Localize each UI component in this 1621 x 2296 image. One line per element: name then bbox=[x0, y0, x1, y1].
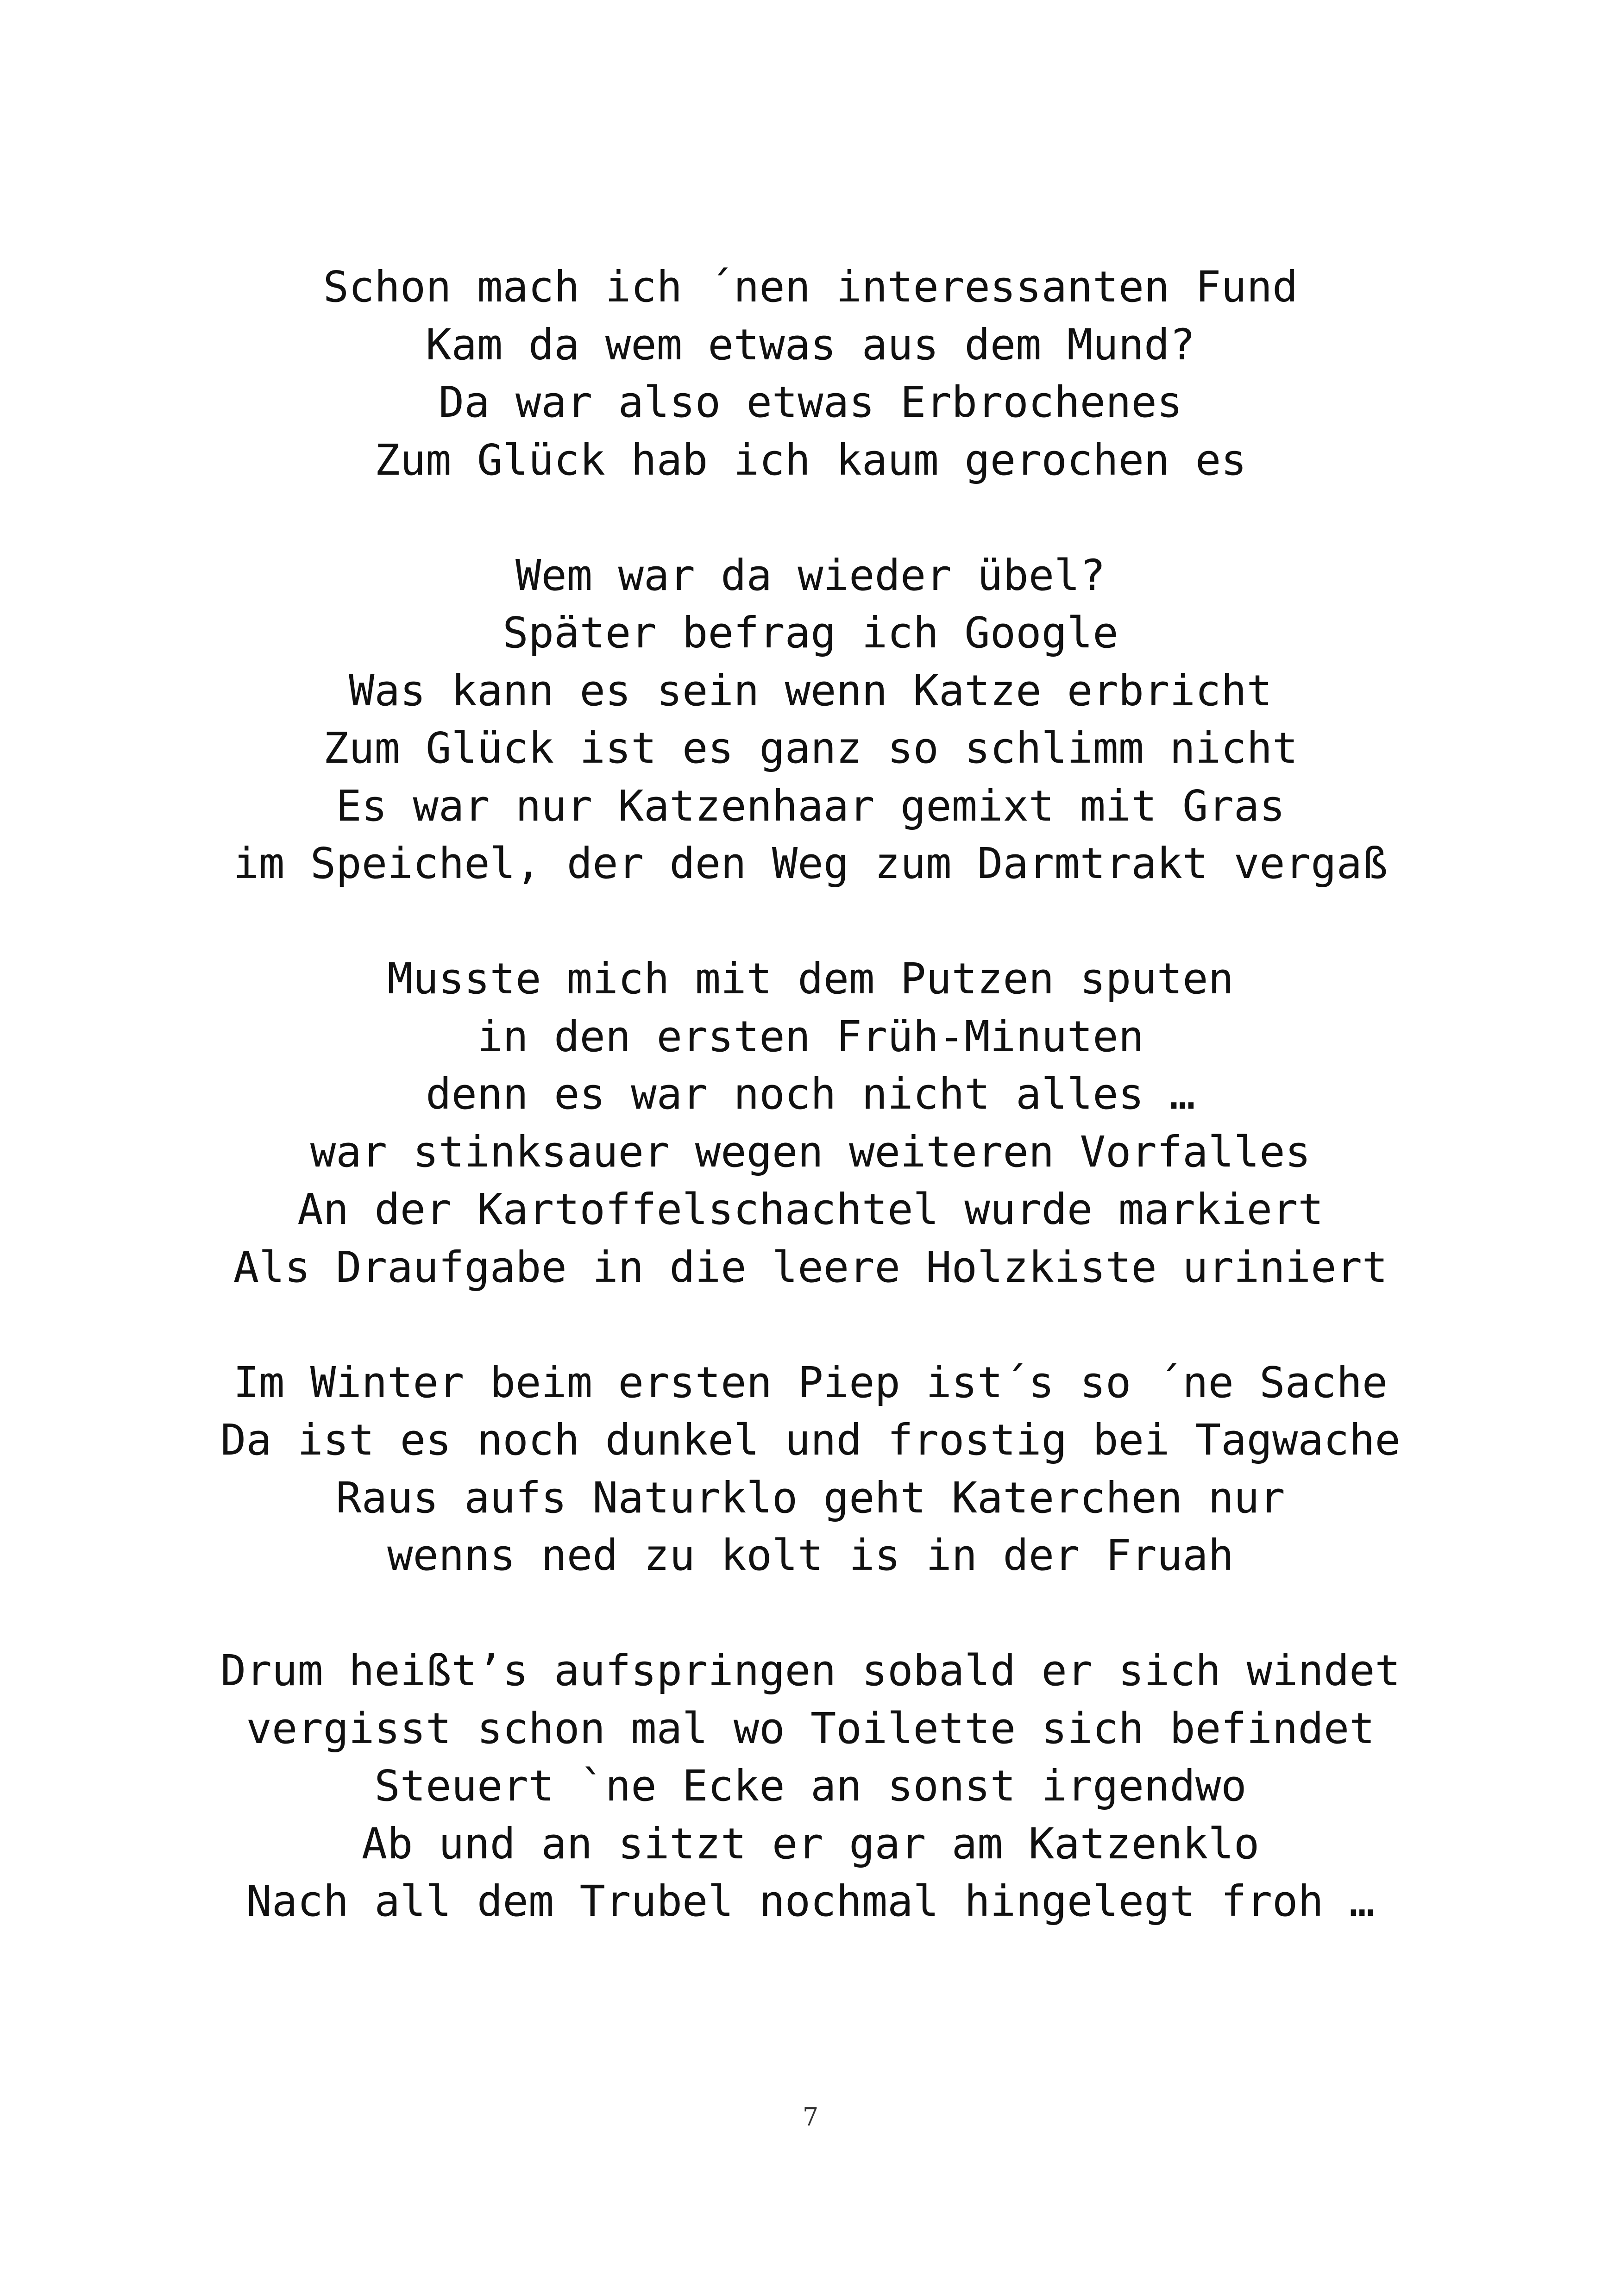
poem-line: Drum heißt’s aufspringen sobald er sich windet bbox=[220, 1646, 1401, 1695]
poem-line: vergisst schon mal wo Toilette sich befindet bbox=[246, 1703, 1375, 1753]
stanza-2 bbox=[0, 547, 1621, 893]
poem-body bbox=[0, 258, 1621, 1931]
poem-line: Zum Glück hab ich kaum gerochen es bbox=[374, 435, 1247, 485]
poem-line: Da war also etwas Erbrochenes bbox=[438, 377, 1183, 427]
page-number: 7 bbox=[802, 2102, 819, 2132]
poem-line: Zum Glück ist es ganz so schlimm nicht bbox=[323, 723, 1298, 773]
poem-line: wenns ned zu kolt is in der Fruah bbox=[387, 1531, 1234, 1580]
poem-line: Nach all dem Trubel nochmal hingelegt froh … bbox=[246, 1876, 1375, 1926]
poem-line: Ab und an sitzt er gar am Katzenklo bbox=[361, 1819, 1260, 1869]
stanza-4 bbox=[0, 1354, 1621, 1585]
poem-line: Kam da wem etwas aus dem Mund? bbox=[426, 320, 1195, 370]
poem-line: Was kann es sein wenn Katze erbricht bbox=[349, 665, 1272, 715]
poem-line: war stinksauer wegen weiteren Vorfalles bbox=[310, 1127, 1311, 1177]
poem-line: Da ist es noch dunkel und frostig bei Tagwache bbox=[220, 1415, 1401, 1465]
poem-line: Musste mich mit dem Putzen sputen bbox=[387, 954, 1234, 1004]
poem-line: Steuert `ne Ecke an sonst irgendwo bbox=[374, 1761, 1247, 1811]
poem-line: denn es war noch nicht alles … bbox=[426, 1069, 1195, 1119]
stanza-5 bbox=[0, 1642, 1621, 1931]
poem-line: Im Winter beim ersten Piep ist´s so ´ne Sache bbox=[233, 1357, 1388, 1407]
poem-line: Schon mach ich ´nen interessanten Fund bbox=[323, 262, 1298, 312]
poem-line: Als Draufgabe in die leere Holzkiste uriniert bbox=[233, 1242, 1388, 1292]
poem-line: in den ersten Früh-Minuten bbox=[477, 1011, 1144, 1061]
poem-line: An der Kartoffelschachtel wurde markiert bbox=[297, 1185, 1324, 1234]
stanza-1 bbox=[0, 258, 1621, 489]
poem-line: Später befrag ich Google bbox=[503, 608, 1118, 658]
poem-line: Raus aufs Naturklo geht Katerchen nur bbox=[336, 1473, 1285, 1523]
stanza-3 bbox=[0, 950, 1621, 1296]
poem-line: im Speichel, der den Weg zum Darmtrakt vergaß bbox=[233, 839, 1388, 888]
poem-line: Wem war da wieder übel? bbox=[515, 550, 1106, 600]
poem-line: Es war nur Katzenhaar gemixt mit Gras bbox=[336, 781, 1285, 831]
